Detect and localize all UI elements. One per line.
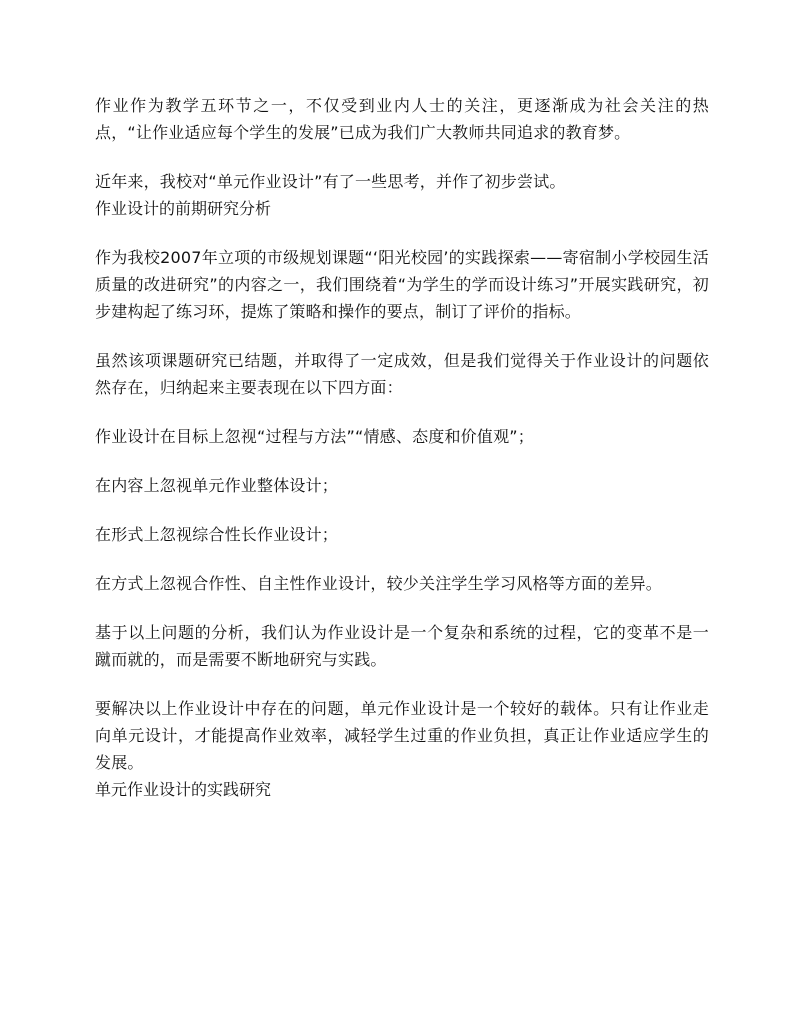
paragraph-remaining-problems: 虽然该项课题研究已结题，并取得了一定成效，但是我们觉得关于作业设计的问题依然存在，归纳起来主要表现在以下四方面： [95, 351, 709, 397]
paragraph-unit-design-solution: 要解决以上作业设计中存在的问题，单元作业设计是一个较好的载体。只有让作业走向单元设计，才能提高作业效率，减轻学生过重的作业负担，真正让作业适应学生的发展。 [95, 699, 709, 772]
document-body [95, 92, 709, 803]
section-heading-preliminary-research: 作业设计的前期研究分析 [95, 199, 272, 218]
section-heading-unit-design-practice: 单元作业设计的实践研究 [95, 780, 272, 799]
paragraph-research-project: 作为我校2007年立项的市级规划课题“‘阳光校园’的实践探索——寄宿制小学校园生活质量的改进研究”的内容之一，我们围绕着“为学生的学而设计练习”开展实践研究，初步建构起了练习环，提炼了策略和操作的要点，制订了评价的指标。 [95, 248, 709, 321]
paragraph-analysis-conclusion: 基于以上问题的分析，我们认为作业设计是一个复杂和系统的过程，它的变革不是一蹴而就的，而是需要不断地研究与实践。 [95, 623, 709, 669]
list-item-goal-problem: 作业设计在目标上忽视“过程与方法”“情感、态度和价值观”； [95, 427, 534, 446]
list-item-form-problem: 在形式上忽视综合性长作业设计； [95, 525, 339, 544]
list-item-method-problem: 在方式上忽视合作性、自主性作业设计，较少关注学生学习风格等方面的差异。 [95, 574, 663, 593]
list-item-content-problem: 在内容上忽视单元作业整体设计； [95, 476, 339, 495]
paragraph-school-attempt: 近年来，我校对“单元作业设计”有了一些思考，并作了初步尝试。 [95, 172, 566, 191]
paragraph-homework-importance: 作业作为教学五环节之一，不仅受到业内人士的关注，更逐渐成为社会关注的热点，“让作业适应每个学生的发展”已成为我们广大教师共同追求的教育梦。 [95, 96, 709, 142]
